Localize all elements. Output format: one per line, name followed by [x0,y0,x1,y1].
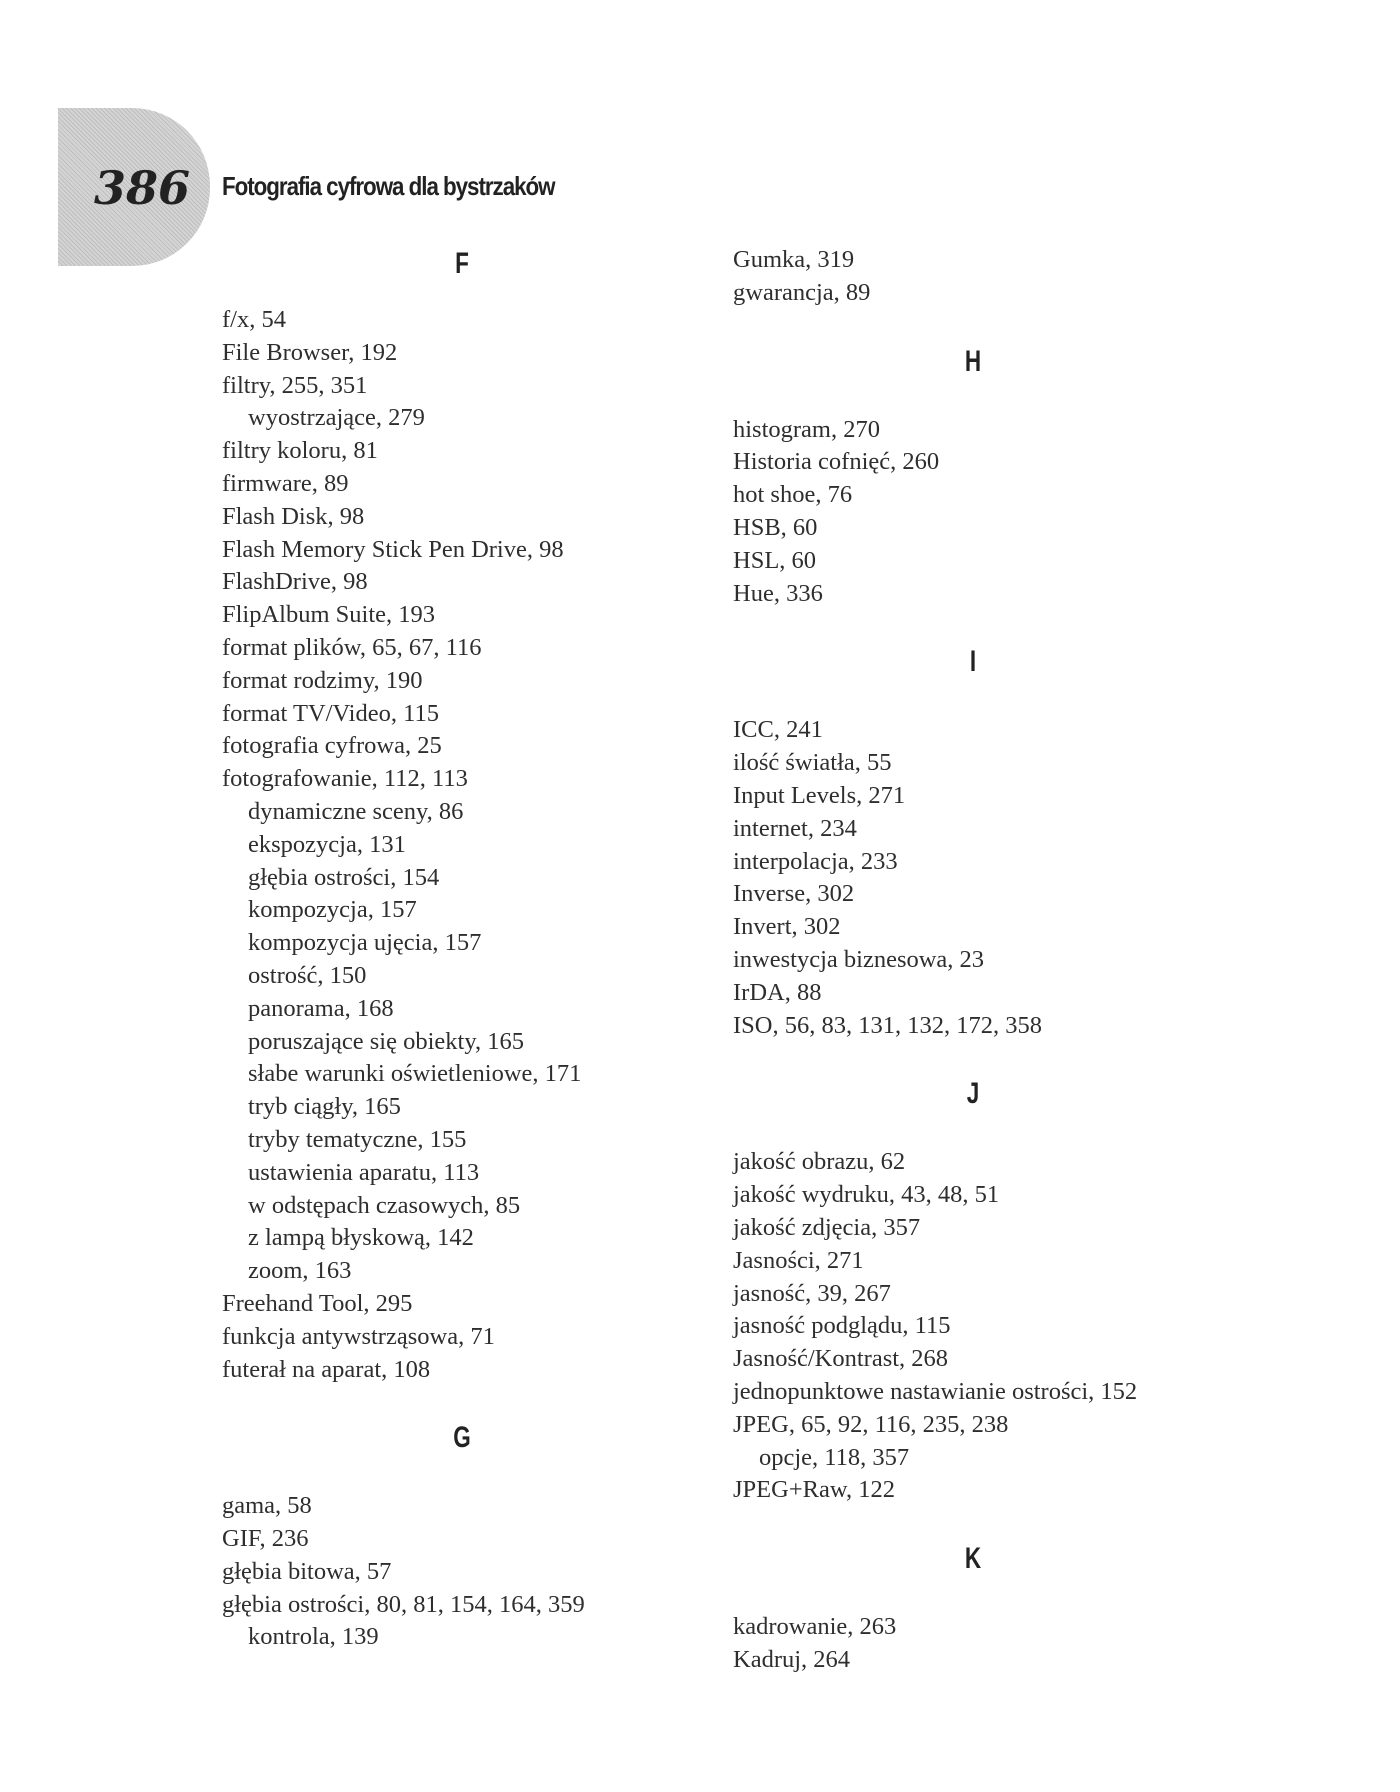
index-section-letter: G [453,1421,471,1455]
index-column-left [222,244,702,1654]
index-subentry: poruszające się obiekty, 165 [248,1027,524,1055]
index-entry: gama, 58 [222,1492,312,1520]
index-subentry: ustawienia aparatu, 113 [248,1158,480,1186]
index-section-letter: K [964,1542,982,1576]
index-entry: Flash Disk, 98 [222,502,365,530]
running-title: Fotografia cyfrowa dla bystrzaków [222,171,555,201]
index-subentry: ekspozycja, 131 [248,830,406,858]
index-entry: JPEG, 65, 92, 116, 235, 238 [733,1410,1009,1438]
index-subentry: opcje, 118, 357 [759,1443,910,1471]
index-entry: fotografowanie, 112, 113 [222,765,468,793]
index-entry: Jasności, 271 [733,1246,864,1274]
index-entry: format TV/Video, 115 [222,699,439,727]
index-section-letter: J [966,1077,980,1111]
index-entry: Freehand Tool, 295 [222,1289,413,1317]
index-subentry: zoom, 163 [248,1257,352,1285]
index-subentry: kompozycja, 157 [248,896,417,924]
page-number: 386 [94,161,191,215]
index-section-letter: F [455,247,469,280]
index-entry: jasność, 39, 267 [733,1279,891,1307]
index-entry: IrDA, 88 [733,978,822,1006]
index-section-letter: I [969,645,977,679]
index-entry: jakość zdjęcia, 357 [733,1213,921,1241]
index-column-right [733,244,1213,1677]
index-entry: Hue, 336 [733,579,823,607]
index-entry: f/x, 54 [222,306,286,333]
index-entry: funkcja antywstrząsowa, 71 [222,1322,495,1350]
index-subentry: kontrola, 139 [248,1623,379,1651]
index-entry: Invert, 302 [733,913,841,941]
index-subentry: wyostrzające, 279 [248,404,425,432]
index-subentry: z lampą błyskową, 142 [248,1224,474,1252]
index-subentry: tryb ciągły, 165 [248,1093,401,1121]
index-entry: format rodzimy, 190 [222,666,423,694]
index-entry: FlashDrive, 98 [222,568,368,596]
index-entry: jakość obrazu, 62 [733,1148,906,1176]
index-subentry: tryby tematyczne, 155 [248,1125,467,1153]
index-list-right [733,244,1213,1677]
index-entry: internet, 234 [733,814,857,842]
index-entry: Inverse, 302 [733,880,855,908]
index-entry: kadrowanie, 263 [733,1613,897,1641]
index-entry: jakość wydruku, 43, 48, 51 [733,1181,1000,1209]
index-entry: HSB, 60 [733,513,818,541]
index-entry: HSL, 60 [733,546,817,574]
index-entry: interpolacja, 233 [733,847,898,875]
index-subentry: panorama, 168 [248,994,394,1022]
index-entry: filtry, 255, 351 [222,371,368,399]
index-entry: futerał na aparat, 108 [222,1355,431,1383]
index-section-letter: H [964,344,982,378]
index-entry: jednopunktowe nastawianie ostrości, 152 [733,1377,1138,1405]
index-entry: JPEG+Raw, 122 [733,1476,895,1504]
index-subentry: kompozycja ujęcia, 157 [248,929,482,957]
index-entry: ICC, 241 [733,716,823,744]
index-subentry: głębia ostrości, 154 [248,863,440,891]
index-entry: Kadruj, 264 [733,1645,851,1673]
index-entry: Input Levels, 271 [733,781,906,809]
index-entry: FlipAlbum Suite, 193 [222,601,436,629]
index-entry: format plików, 65, 67, 116 [222,633,482,661]
index-entry: jasność podglądu, 115 [733,1312,951,1340]
index-subentry: dynamiczne sceny, 86 [248,797,464,825]
index-entry: Flash Memory Stick Pen Drive, 98 [222,535,564,563]
index-entry: Historia cofnięć, 260 [733,448,940,476]
index-entry: Gumka, 319 [733,246,855,273]
index-subentry: w odstępach czasowych, 85 [248,1191,521,1219]
index-entry: Jasność/Kontrast, 268 [733,1345,949,1373]
index-entry: ISO, 56, 83, 131, 132, 172, 358 [733,1011,1042,1039]
index-entry: File Browser, 192 [222,338,398,366]
index-entry: gwarancja, 89 [733,278,871,306]
index-entry: ilość światła, 55 [733,749,892,777]
index-entry: fotografia cyfrowa, 25 [222,732,442,760]
index-entry: GIF, 236 [222,1525,309,1553]
index-entry: hot shoe, 76 [733,481,853,509]
index-entry: histogram, 270 [733,415,880,443]
index-list-left [222,244,702,1654]
index-entry: głębia bitowa, 57 [222,1557,392,1585]
index-entry: głębia ostrości, 80, 81, 154, 164, 359 [222,1590,585,1618]
index-subentry: słabe warunki oświetleniowe, 171 [248,1060,582,1088]
index-entry: inwestycja biznesowa, 23 [733,945,985,973]
index-subentry: ostrość, 150 [248,961,367,989]
index-entry: firmware, 89 [222,469,349,497]
index-entry: filtry koloru, 81 [222,437,378,465]
